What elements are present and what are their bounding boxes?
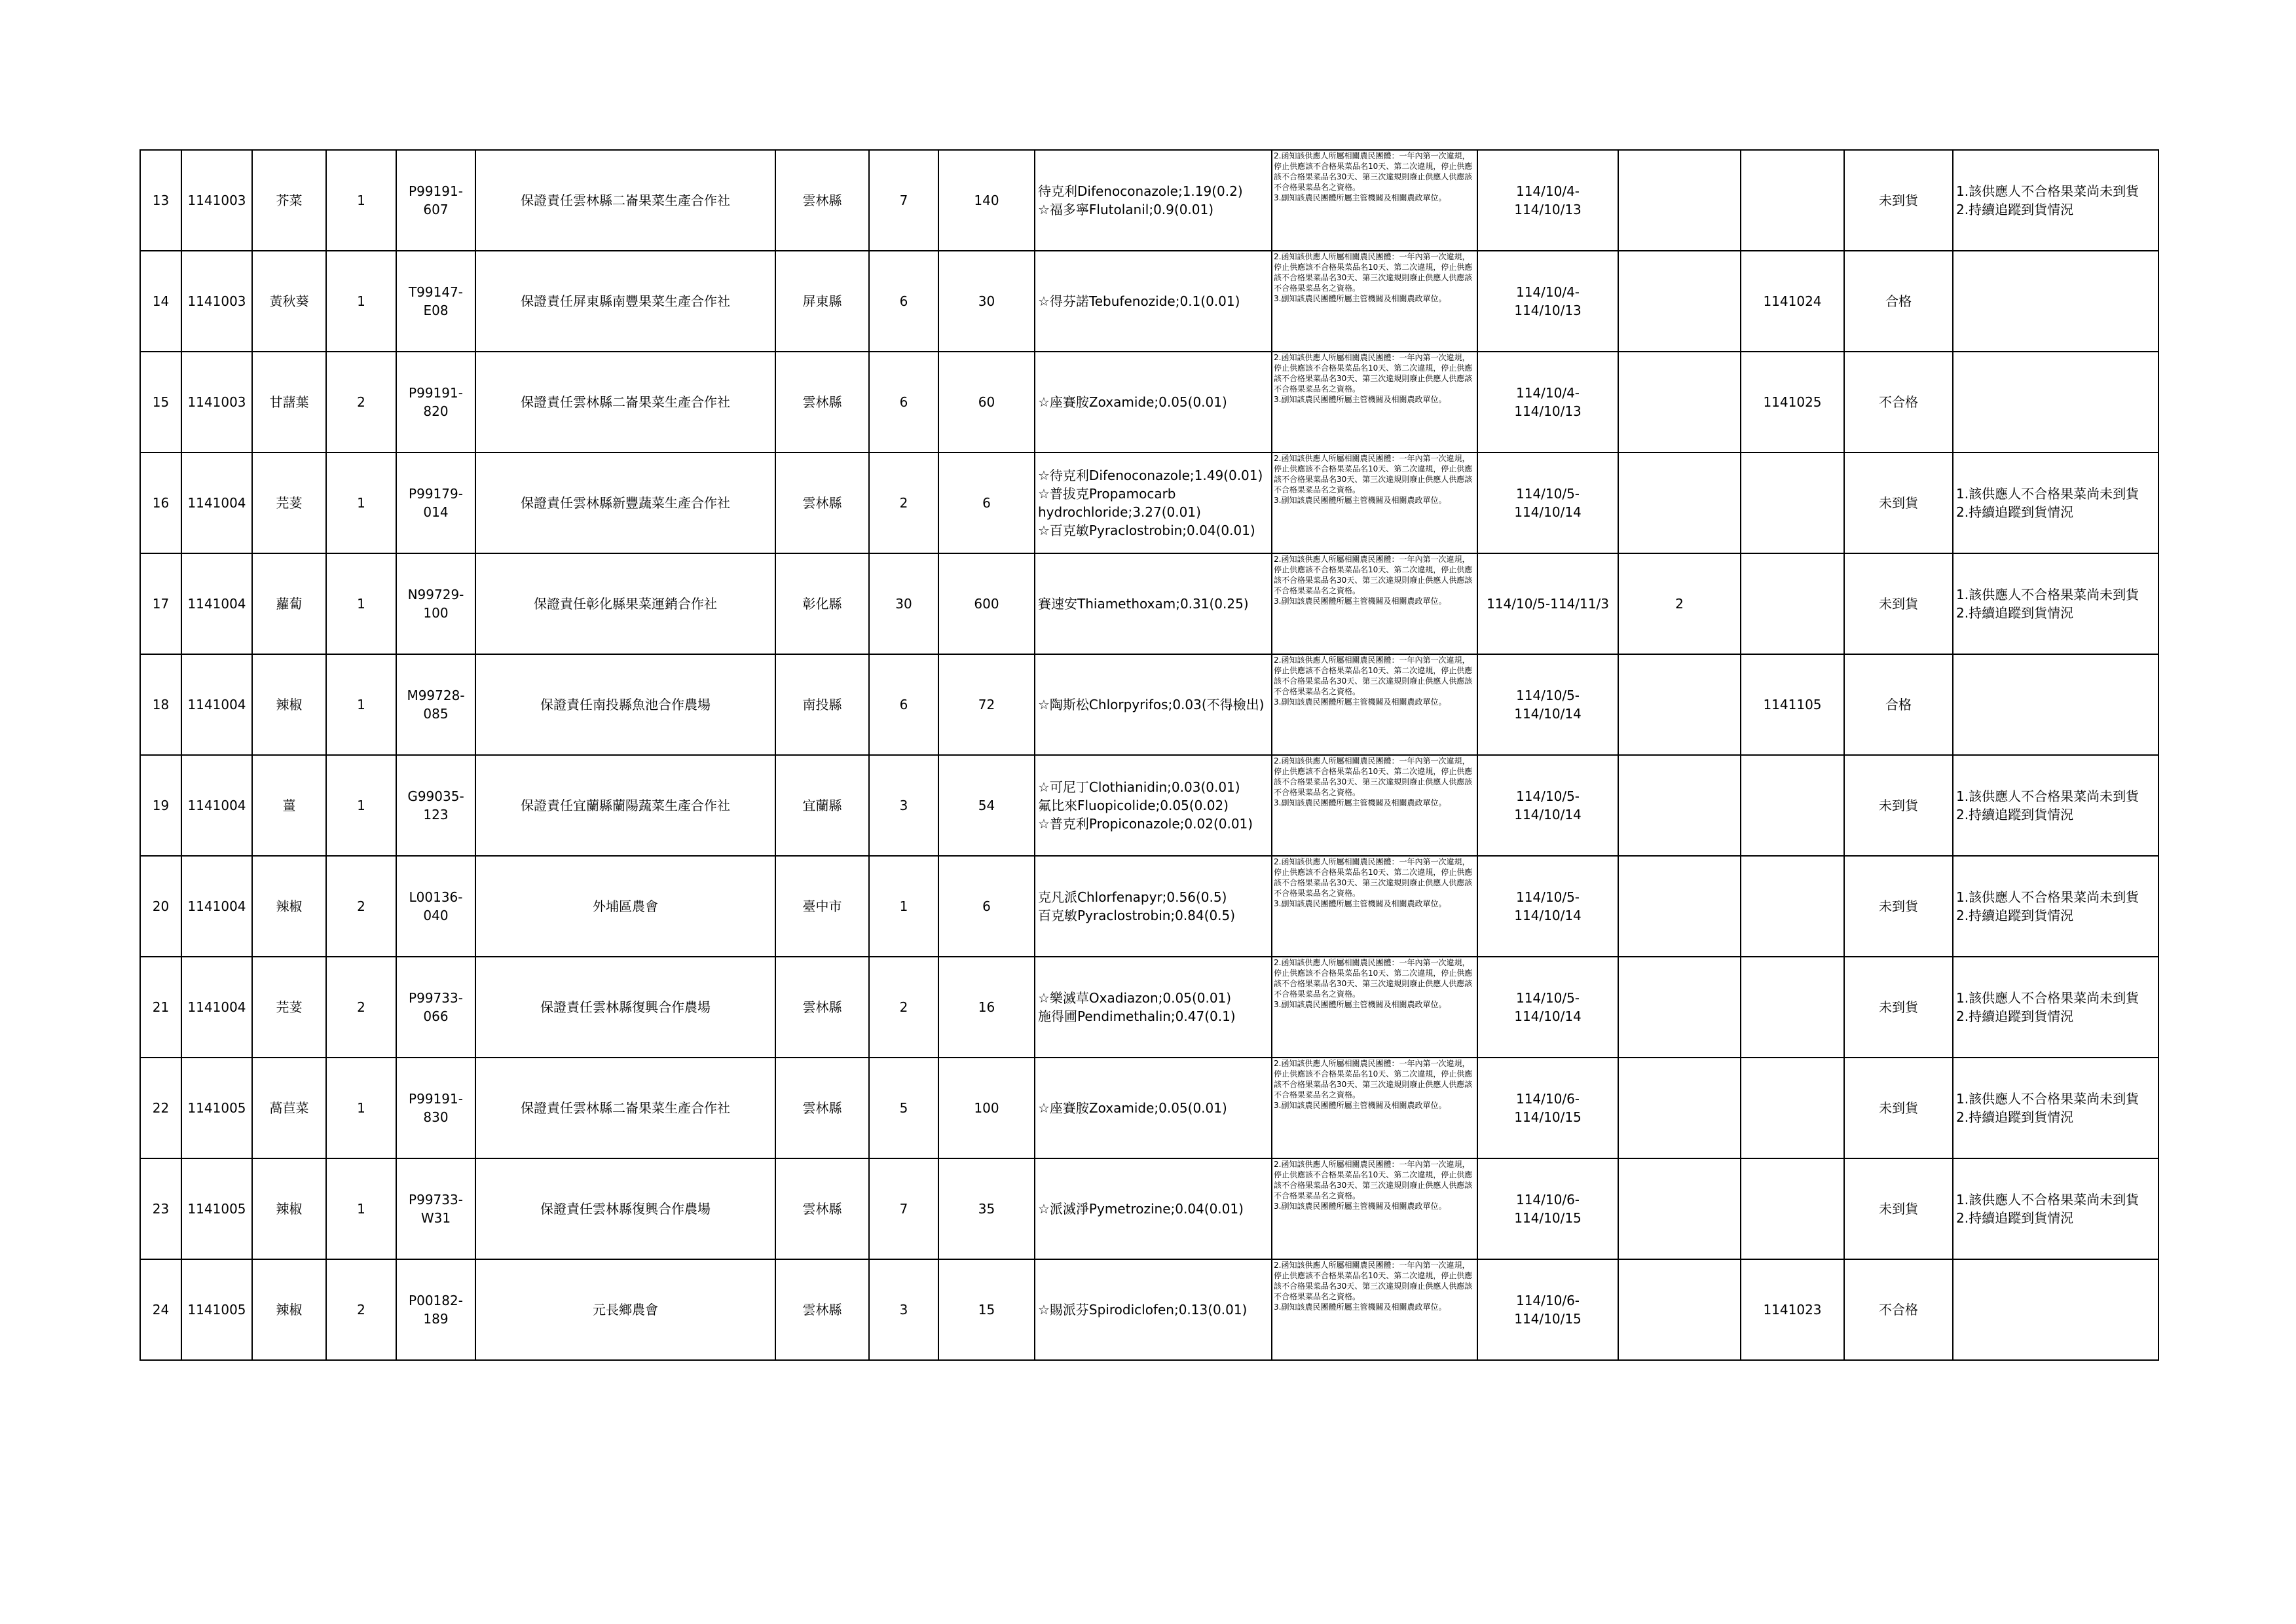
cell-no: 18 xyxy=(140,654,181,755)
cell-suspension-period: 114/10/4-114/10/13 xyxy=(1477,352,1618,452)
cell-weight: 35 xyxy=(938,1158,1035,1259)
cell-remark xyxy=(1953,251,2158,352)
cell-notice: 2.函知該供應人所屬相關農民團體：一年內第一次違規，停止供應該不合格果菜品名10天、第二次違規，停止供應該不合格果菜品名30天、第三次違規則廢止供應人供應該不合格果菜品名之資格。 3.副知該農民團體所屬主管機關及相關農政單位。 xyxy=(1272,654,1477,755)
cell-supplier: 保證責任雲林縣二崙果菜生產合作社 xyxy=(475,352,775,452)
cell-recheck-date xyxy=(1741,755,1844,856)
cell-violation-count xyxy=(1618,251,1741,352)
cell-recheck-result: 合格 xyxy=(1844,251,1953,352)
cell-notice: 2.函知該供應人所屬相關農民團體：一年內第一次違規，停止供應該不合格果菜品名10天、第二次違規，停止供應該不合格果菜品名30天、第三次違規則廢止供應人供應該不合格果菜品名之資格。 3.副知該農民團體所屬主管機關及相關農政單位。 xyxy=(1272,1259,1477,1360)
pesticide-entry: 氟比來Fluopicolide;0.05(0.02) xyxy=(1038,798,1229,813)
cell-recheck-result: 未到貨 xyxy=(1844,452,1953,553)
cell-county: 雲林縣 xyxy=(775,1058,869,1158)
cell-supplier: 外埔區農會 xyxy=(475,856,775,957)
cell-code: G99035-123 xyxy=(396,755,475,856)
cell-code: P00182-189 xyxy=(396,1259,475,1360)
cell-county: 雲林縣 xyxy=(775,1158,869,1259)
pesticide-entry: 待克利Difenoconazole;1.19(0.2) xyxy=(1038,183,1243,199)
cell-weight: 100 xyxy=(938,1058,1035,1158)
cell-pieces: 2 xyxy=(869,452,938,553)
cell-code: T99147-E08 xyxy=(396,251,475,352)
cell-code: P99179-014 xyxy=(396,452,475,553)
cell-pesticides xyxy=(1035,856,1272,957)
cell-violation-count xyxy=(1618,856,1741,957)
cell-suspension-period: 114/10/5-114/10/14 xyxy=(1477,856,1618,957)
cell-recheck-result: 未到貨 xyxy=(1844,553,1953,654)
cell-supplier: 保證責任南投縣魚池合作農場 xyxy=(475,654,775,755)
pesticide-entry: ☆陶斯松Chlorpyrifos;0.03(不得檢出) xyxy=(1038,697,1265,712)
cell-notice: 2.函知該供應人所屬相關農民團體：一年內第一次違規，停止供應該不合格果菜品名10天、第二次違規，停止供應該不合格果菜品名30天、第三次違規則廢止供應人供應該不合格果菜品名之資格。 3.副知該農民團體所屬主管機關及相關農政單位。 xyxy=(1272,452,1477,553)
cell-pieces: 7 xyxy=(869,150,938,251)
cell-weight: 60 xyxy=(938,352,1035,452)
cell-item: 辣椒 xyxy=(252,856,326,957)
cell-date: 1141003 xyxy=(181,150,252,251)
cell-weight: 600 xyxy=(938,553,1035,654)
cell-date: 1141004 xyxy=(181,856,252,957)
cell-violation-count: 2 xyxy=(1618,553,1741,654)
cell-recheck-date xyxy=(1741,452,1844,553)
cell-qty: 1 xyxy=(326,654,396,755)
cell-suspension-period: 114/10/4-114/10/13 xyxy=(1477,251,1618,352)
pesticide-entry: 百克敏Pyraclostrobin;0.84(0.5) xyxy=(1038,908,1236,923)
cell-recheck-date: 1141023 xyxy=(1741,1259,1844,1360)
pesticide-entry: ☆派滅淨Pymetrozine;0.04(0.01) xyxy=(1038,1201,1244,1217)
cell-date: 1141005 xyxy=(181,1158,252,1259)
cell-weight: 15 xyxy=(938,1259,1035,1360)
cell-supplier: 保證責任雲林縣新豐蔬菜生產合作社 xyxy=(475,452,775,553)
cell-county: 雲林縣 xyxy=(775,1259,869,1360)
cell-remark xyxy=(1953,1259,2158,1360)
cell-item: 薑 xyxy=(252,755,326,856)
cell-recheck-date: 1141105 xyxy=(1741,654,1844,755)
cell-qty: 1 xyxy=(326,1058,396,1158)
cell-violation-count xyxy=(1618,755,1741,856)
cell-date: 1141004 xyxy=(181,957,252,1058)
cell-code: L00136-040 xyxy=(396,856,475,957)
cell-violation-count xyxy=(1618,150,1741,251)
cell-pieces: 3 xyxy=(869,755,938,856)
pesticide-entry: ☆可尼丁Clothianidin;0.03(0.01) xyxy=(1038,779,1240,795)
cell-no: 17 xyxy=(140,553,181,654)
table-row xyxy=(140,755,2158,856)
cell-pieces: 1 xyxy=(869,856,938,957)
table-row xyxy=(140,654,2158,755)
cell-no: 19 xyxy=(140,755,181,856)
cell-code: P99191-607 xyxy=(396,150,475,251)
cell-weight: 54 xyxy=(938,755,1035,856)
cell-qty: 1 xyxy=(326,452,396,553)
cell-weight: 6 xyxy=(938,856,1035,957)
cell-recheck-date: 1141024 xyxy=(1741,251,1844,352)
cell-suspension-period: 114/10/5-114/11/3 xyxy=(1477,553,1618,654)
cell-notice: 2.函知該供應人所屬相關農民團體：一年內第一次違規，停止供應該不合格果菜品名10天、第二次違規，停止供應該不合格果菜品名30天、第三次違規則廢止供應人供應該不合格果菜品名之資格。 3.副知該農民團體所屬主管機關及相關農政單位。 xyxy=(1272,957,1477,1058)
cell-item: 蘿蔔 xyxy=(252,553,326,654)
cell-item: 芫荽 xyxy=(252,957,326,1058)
cell-qty: 1 xyxy=(326,150,396,251)
cell-supplier: 保證責任屏東縣南豐果菜生產合作社 xyxy=(475,251,775,352)
cell-no: 24 xyxy=(140,1259,181,1360)
cell-notice: 2.函知該供應人所屬相關農民團體：一年內第一次違規，停止供應該不合格果菜品名10天、第二次違規，停止供應該不合格果菜品名30天、第三次違規則廢止供應人供應該不合格果菜品名之資格。 3.副知該農民團體所屬主管機關及相關農政單位。 xyxy=(1272,553,1477,654)
cell-item: 辣椒 xyxy=(252,1259,326,1360)
cell-date: 1141005 xyxy=(181,1058,252,1158)
cell-recheck-result: 未到貨 xyxy=(1844,957,1953,1058)
cell-no: 21 xyxy=(140,957,181,1058)
cell-remark: 1.該供應人不合格果菜尚未到貨 2.持續追蹤到貨情況 xyxy=(1953,957,2158,1058)
cell-suspension-period: 114/10/6-114/10/15 xyxy=(1477,1058,1618,1158)
cell-suspension-period: 114/10/5-114/10/14 xyxy=(1477,452,1618,553)
cell-supplier: 保證責任彰化縣果菜運銷合作社 xyxy=(475,553,775,654)
table-row xyxy=(140,553,2158,654)
pesticide-entry: ☆座賽胺Zoxamide;0.05(0.01) xyxy=(1038,394,1227,410)
cell-recheck-result: 不合格 xyxy=(1844,1259,1953,1360)
cell-qty: 1 xyxy=(326,251,396,352)
cell-code: P99191-820 xyxy=(396,352,475,452)
cell-notice: 2.函知該供應人所屬相關農民團體：一年內第一次違規，停止供應該不合格果菜品名10天、第二次違規，停止供應該不合格果菜品名30天、第三次違規則廢止供應人供應該不合格果菜品名之資格。 3.副知該農民團體所屬主管機關及相關農政單位。 xyxy=(1272,856,1477,957)
cell-violation-count xyxy=(1618,654,1741,755)
cell-county: 雲林縣 xyxy=(775,150,869,251)
pesticide-entry: 克凡派Chlorfenapyr;0.56(0.5) xyxy=(1038,889,1227,905)
cell-date: 1141003 xyxy=(181,352,252,452)
cell-qty: 2 xyxy=(326,856,396,957)
cell-violation-count xyxy=(1618,1058,1741,1158)
cell-item: 辣椒 xyxy=(252,1158,326,1259)
cell-supplier: 保證責任雲林縣復興合作農場 xyxy=(475,957,775,1058)
cell-suspension-period: 114/10/4-114/10/13 xyxy=(1477,150,1618,251)
cell-pesticides xyxy=(1035,1259,1272,1360)
cell-recheck-date xyxy=(1741,957,1844,1058)
cell-recheck-result: 不合格 xyxy=(1844,352,1953,452)
cell-pesticides xyxy=(1035,1158,1272,1259)
table-row xyxy=(140,957,2158,1058)
cell-remark xyxy=(1953,654,2158,755)
cell-county: 雲林縣 xyxy=(775,352,869,452)
cell-supplier: 保證責任雲林縣二崙果菜生產合作社 xyxy=(475,1058,775,1158)
cell-violation-count xyxy=(1618,452,1741,553)
cell-recheck-result: 未到貨 xyxy=(1844,856,1953,957)
cell-code: M99728-085 xyxy=(396,654,475,755)
cell-pieces: 5 xyxy=(869,1058,938,1158)
cell-weight: 16 xyxy=(938,957,1035,1058)
cell-notice: 2.函知該供應人所屬相關農民團體：一年內第一次違規，停止供應該不合格果菜品名10天、第二次違規，停止供應該不合格果菜品名30天、第三次違規則廢止供應人供應該不合格果菜品名之資格。 3.副知該農民團體所屬主管機關及相關農政單位。 xyxy=(1272,251,1477,352)
cell-supplier: 保證責任雲林縣復興合作農場 xyxy=(475,1158,775,1259)
cell-no: 23 xyxy=(140,1158,181,1259)
cell-remark: 1.該供應人不合格果菜尚未到貨 2.持續追蹤到貨情況 xyxy=(1953,553,2158,654)
cell-weight: 72 xyxy=(938,654,1035,755)
cell-supplier: 保證責任雲林縣二崙果菜生產合作社 xyxy=(475,150,775,251)
cell-date: 1141004 xyxy=(181,654,252,755)
cell-pesticides xyxy=(1035,553,1272,654)
cell-no: 20 xyxy=(140,856,181,957)
pesticide-entry: 施得圃Pendimethalin;0.47(0.1) xyxy=(1038,1008,1236,1024)
cell-remark: 1.該供應人不合格果菜尚未到貨 2.持續追蹤到貨情況 xyxy=(1953,755,2158,856)
cell-recheck-result: 合格 xyxy=(1844,654,1953,755)
cell-county: 彰化縣 xyxy=(775,553,869,654)
cell-remark: 1.該供應人不合格果菜尚未到貨 2.持續追蹤到貨情況 xyxy=(1953,1158,2158,1259)
table-row xyxy=(140,352,2158,452)
pesticide-entry: ☆得芬諾Tebufenozide;0.1(0.01) xyxy=(1038,293,1240,309)
cell-item: 黃秋葵 xyxy=(252,251,326,352)
cell-no: 15 xyxy=(140,352,181,452)
cell-recheck-date: 1141025 xyxy=(1741,352,1844,452)
cell-item: 甘藷葉 xyxy=(252,352,326,452)
cell-qty: 2 xyxy=(326,957,396,1058)
cell-weight: 6 xyxy=(938,452,1035,553)
cell-suspension-period: 114/10/6-114/10/15 xyxy=(1477,1158,1618,1259)
pesticide-entry: 賽速安Thiamethoxam;0.31(0.25) xyxy=(1038,596,1249,612)
cell-recheck-date xyxy=(1741,856,1844,957)
table-row xyxy=(140,150,2158,251)
cell-pesticides xyxy=(1035,957,1272,1058)
pesticide-entry: ☆普拔克Propamocarb hydrochloride;3.27(0.01) xyxy=(1038,486,1201,520)
pesticide-entry: ☆百克敏Pyraclostrobin;0.04(0.01) xyxy=(1038,523,1255,538)
cell-pieces: 2 xyxy=(869,957,938,1058)
cell-county: 宜蘭縣 xyxy=(775,755,869,856)
cell-qty: 2 xyxy=(326,352,396,452)
cell-pieces: 3 xyxy=(869,1259,938,1360)
cell-suspension-period: 114/10/6-114/10/15 xyxy=(1477,1259,1618,1360)
cell-notice: 2.函知該供應人所屬相關農民團體：一年內第一次違規，停止供應該不合格果菜品名10天、第二次違規，停止供應該不合格果菜品名30天、第三次違規則廢止供應人供應該不合格果菜品名之資格。 3.副知該農民團體所屬主管機關及相關農政單位。 xyxy=(1272,1058,1477,1158)
cell-county: 臺中市 xyxy=(775,856,869,957)
pesticide-entry: ☆待克利Difenoconazole;1.49(0.01) xyxy=(1038,468,1263,483)
cell-remark: 1.該供應人不合格果菜尚未到貨 2.持續追蹤到貨情況 xyxy=(1953,1058,2158,1158)
cell-no: 16 xyxy=(140,452,181,553)
cell-no: 13 xyxy=(140,150,181,251)
cell-recheck-result: 未到貨 xyxy=(1844,1158,1953,1259)
cell-qty: 1 xyxy=(326,755,396,856)
cell-recheck-date xyxy=(1741,1158,1844,1259)
table-row xyxy=(140,251,2158,352)
cell-code: N99729-100 xyxy=(396,553,475,654)
cell-pesticides xyxy=(1035,755,1272,856)
table-row xyxy=(140,856,2158,957)
pesticide-entry: ☆福多寧Flutolanil;0.9(0.01) xyxy=(1038,202,1214,217)
cell-county: 屏東縣 xyxy=(775,251,869,352)
cell-date: 1141003 xyxy=(181,251,252,352)
cell-notice: 2.函知該供應人所屬相關農民團體：一年內第一次違規，停止供應該不合格果菜品名10天、第二次違規，停止供應該不合格果菜品名30天、第三次違規則廢止供應人供應該不合格果菜品名之資格。 3.副知該農民團體所屬主管機關及相關農政單位。 xyxy=(1272,755,1477,856)
table-row xyxy=(140,1259,2158,1360)
cell-code: P99733-W31 xyxy=(396,1158,475,1259)
cell-pieces: 7 xyxy=(869,1158,938,1259)
cell-no: 14 xyxy=(140,251,181,352)
cell-county: 雲林縣 xyxy=(775,957,869,1058)
cell-weight: 140 xyxy=(938,150,1035,251)
cell-remark: 1.該供應人不合格果菜尚未到貨 2.持續追蹤到貨情況 xyxy=(1953,150,2158,251)
cell-suspension-period: 114/10/5-114/10/14 xyxy=(1477,654,1618,755)
cell-recheck-result: 未到貨 xyxy=(1844,1058,1953,1158)
cell-supplier: 保證責任宜蘭縣蘭陽蔬菜生產合作社 xyxy=(475,755,775,856)
cell-qty: 1 xyxy=(326,553,396,654)
pesticide-entry: ☆座賽胺Zoxamide;0.05(0.01) xyxy=(1038,1100,1227,1116)
cell-item: 萵苣菜 xyxy=(252,1058,326,1158)
cell-remark xyxy=(1953,352,2158,452)
cell-notice: 2.函知該供應人所屬相關農民團體：一年內第一次違規，停止供應該不合格果菜品名10天、第二次違規，停止供應該不合格果菜品名30天、第三次違規則廢止供應人供應該不合格果菜品名之資格。 3.副知該農民團體所屬主管機關及相關農政單位。 xyxy=(1272,1158,1477,1259)
cell-recheck-result: 未到貨 xyxy=(1844,150,1953,251)
cell-item: 芫荽 xyxy=(252,452,326,553)
cell-pieces: 30 xyxy=(869,553,938,654)
cell-pesticides xyxy=(1035,654,1272,755)
cell-pesticides xyxy=(1035,352,1272,452)
cell-remark: 1.該供應人不合格果菜尚未到貨 2.持續追蹤到貨情況 xyxy=(1953,856,2158,957)
cell-date: 1141004 xyxy=(181,452,252,553)
cell-code: P99191-830 xyxy=(396,1058,475,1158)
cell-violation-count xyxy=(1618,1158,1741,1259)
cell-qty: 2 xyxy=(326,1259,396,1360)
table-row xyxy=(140,452,2158,553)
cell-date: 1141004 xyxy=(181,755,252,856)
cell-county: 南投縣 xyxy=(775,654,869,755)
cell-recheck-result: 未到貨 xyxy=(1844,755,1953,856)
cell-date: 1141005 xyxy=(181,1259,252,1360)
pesticide-entry: ☆樂滅草Oxadiazon;0.05(0.01) xyxy=(1038,990,1232,1006)
cell-recheck-date xyxy=(1741,150,1844,251)
cell-no: 22 xyxy=(140,1058,181,1158)
cell-recheck-date xyxy=(1741,553,1844,654)
cell-violation-count xyxy=(1618,957,1741,1058)
cell-weight: 30 xyxy=(938,251,1035,352)
cell-violation-count xyxy=(1618,1259,1741,1360)
cell-pesticides xyxy=(1035,150,1272,251)
table-row xyxy=(140,1058,2158,1158)
table-body xyxy=(140,150,2158,1360)
cell-pieces: 6 xyxy=(869,251,938,352)
cell-pieces: 6 xyxy=(869,654,938,755)
pesticide-entry: ☆普克利Propiconazole;0.02(0.01) xyxy=(1038,816,1253,832)
cell-item: 辣椒 xyxy=(252,654,326,755)
cell-violation-count xyxy=(1618,352,1741,452)
cell-qty: 1 xyxy=(326,1158,396,1259)
cell-county: 雲林縣 xyxy=(775,452,869,553)
cell-item: 芥菜 xyxy=(252,150,326,251)
cell-supplier: 元長鄉農會 xyxy=(475,1259,775,1360)
cell-remark: 1.該供應人不合格果菜尚未到貨 2.持續追蹤到貨情況 xyxy=(1953,452,2158,553)
cell-notice: 2.函知該供應人所屬相關農民團體：一年內第一次違規，停止供應該不合格果菜品名10天、第二次違規，停止供應該不合格果菜品名30天、第三次違規則廢止供應人供應該不合格果菜品名之資格。 3.副知該農民團體所屬主管機關及相關農政單位。 xyxy=(1272,150,1477,251)
cell-suspension-period: 114/10/5-114/10/14 xyxy=(1477,957,1618,1058)
cell-pieces: 6 xyxy=(869,352,938,452)
cell-pesticides xyxy=(1035,452,1272,553)
cell-recheck-date xyxy=(1741,1058,1844,1158)
table-row xyxy=(140,1158,2158,1259)
cell-notice: 2.函知該供應人所屬相關農民團體：一年內第一次違規，停止供應該不合格果菜品名10天、第二次違規，停止供應該不合格果菜品名30天、第三次違規則廢止供應人供應該不合格果菜品名之資格。 3.副知該農民團體所屬主管機關及相關農政單位。 xyxy=(1272,352,1477,452)
cell-date: 1141004 xyxy=(181,553,252,654)
cell-suspension-period: 114/10/5-114/10/14 xyxy=(1477,755,1618,856)
cell-pesticides xyxy=(1035,251,1272,352)
inspection-table xyxy=(139,149,2159,1361)
cell-pesticides xyxy=(1035,1058,1272,1158)
pesticide-entry: ☆賜派芬Spirodiclofen;0.13(0.01) xyxy=(1038,1302,1248,1318)
cell-code: P99733-066 xyxy=(396,957,475,1058)
inspection-sheet xyxy=(139,149,2158,1361)
